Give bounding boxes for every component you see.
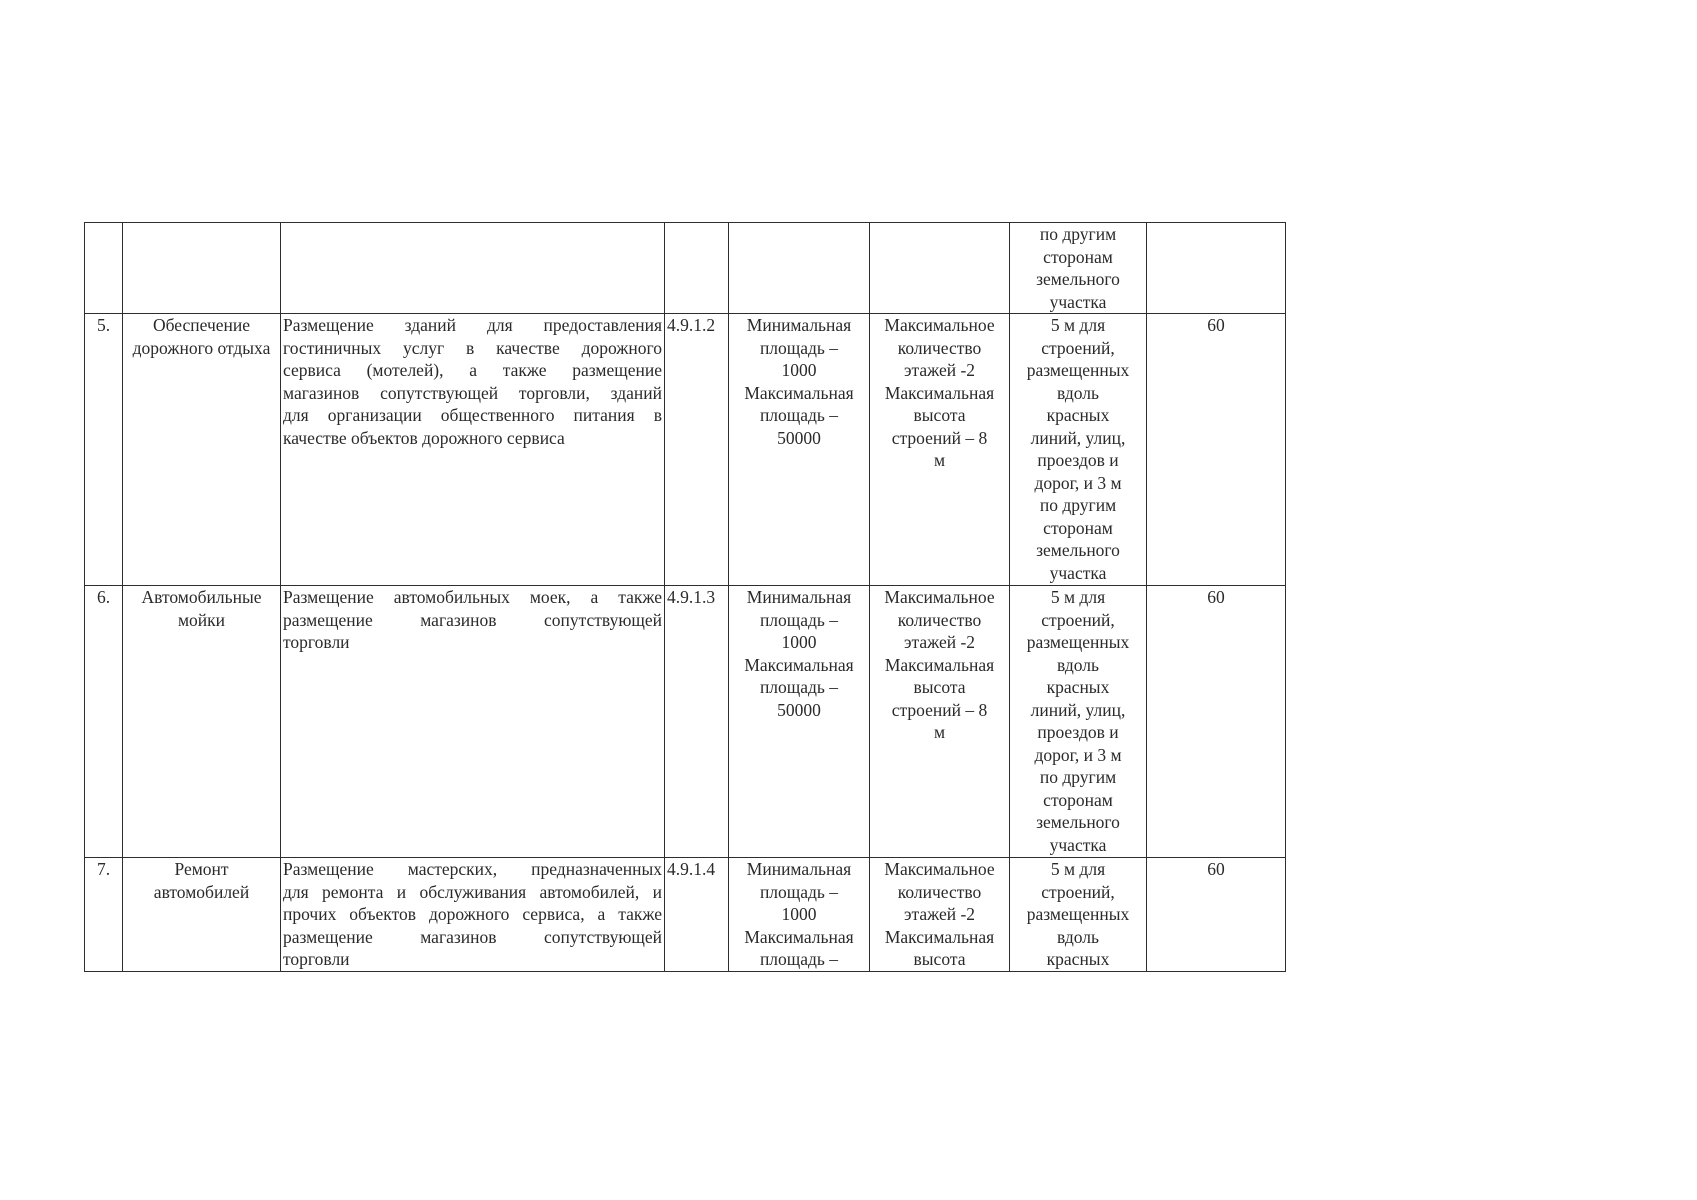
floors-line: этажей -2 xyxy=(903,904,976,924)
setback-line: вдоль xyxy=(1057,382,1099,403)
floors-line: м xyxy=(933,450,946,470)
area-line: 1000 xyxy=(781,632,817,652)
area-line: площадь – xyxy=(759,337,839,358)
area-line: площадь – xyxy=(759,677,839,697)
zoning-regulations-table xyxy=(84,222,1286,972)
area-line: площадь – xyxy=(759,949,839,969)
setback-line: сторонам xyxy=(1043,246,1113,267)
floors-line: Максимальное xyxy=(884,859,995,879)
area-line: Минимальная xyxy=(746,587,852,607)
setback-line: строений, xyxy=(1041,609,1115,630)
description-line: торговли xyxy=(283,949,350,969)
floors-line: высота xyxy=(913,677,966,697)
floors-line: Максимальная xyxy=(884,654,995,675)
floors-line: количество xyxy=(897,609,982,630)
name-line: дорожного отдыха xyxy=(132,337,271,358)
description-line: магазинов сопутствующей торговли, зданий xyxy=(283,382,662,403)
description-line: Размещение мастерских, предназначенных xyxy=(283,859,662,879)
setback-line: по другим xyxy=(1039,767,1117,787)
cell-floors-height xyxy=(870,858,1010,972)
setback-line: дорог, и 3 м xyxy=(1034,744,1122,765)
cell-plot-area xyxy=(729,586,870,858)
cell-description xyxy=(281,223,665,314)
setback-line: участка xyxy=(1049,562,1107,583)
floors-line: Максимальное xyxy=(884,587,995,607)
floors-line: высота xyxy=(913,949,966,969)
setback-line: вдоль xyxy=(1057,654,1099,675)
setback-line: по другим xyxy=(1039,224,1117,244)
setback-line: линий, улиц, xyxy=(1030,427,1126,448)
setback-line: вдоль xyxy=(1057,926,1099,947)
setback-line: размещенных xyxy=(1026,904,1130,924)
description-line: Размещение автомобильных моек, а также xyxy=(283,587,662,607)
area-line: Минимальная xyxy=(746,315,852,335)
cell-number: 6. xyxy=(85,586,123,858)
floors-line: строений – 8 xyxy=(891,427,988,448)
name-line: мойки xyxy=(177,609,226,630)
cell-code xyxy=(665,223,729,314)
description-line: размещение магазинов сопутствующей xyxy=(283,609,662,630)
name-line: Обеспечение xyxy=(152,315,251,335)
cell-description xyxy=(281,586,665,858)
table-row xyxy=(85,314,1286,586)
floors-line: высота xyxy=(913,405,966,425)
description-line: сервиса (мотелей), а также размещение xyxy=(283,360,662,380)
description-line: торговли xyxy=(283,632,350,652)
floors-line: количество xyxy=(897,337,982,358)
setback-line: участка xyxy=(1049,291,1107,312)
setback-line: дорог, и 3 м xyxy=(1034,472,1122,493)
setback-line: 5 м для xyxy=(1050,315,1106,335)
description-line: Размещение зданий для предоставления xyxy=(283,315,662,335)
setback-line: красных xyxy=(1046,405,1110,425)
cell-number: 7. xyxy=(85,858,123,972)
area-line: Максимальная xyxy=(744,382,854,403)
description-line: гостиничных услуг в качестве дорожного xyxy=(283,337,662,358)
cell-setback xyxy=(1010,314,1147,586)
floors-line: Максимальное xyxy=(884,315,995,335)
cell-coverage-percent xyxy=(1147,223,1286,314)
cell-code: 4.9.1.2 xyxy=(665,314,729,586)
cell-code: 4.9.1.3 xyxy=(665,586,729,858)
area-line: площадь – xyxy=(759,405,839,425)
area-line: Максимальная xyxy=(744,654,854,675)
setback-line: строений, xyxy=(1041,337,1115,358)
area-line: Минимальная xyxy=(746,859,852,879)
area-line: площадь – xyxy=(759,609,839,630)
setback-line: размещенных xyxy=(1026,360,1130,380)
name-line: Автомобильные xyxy=(141,587,262,607)
cell-permitted-use xyxy=(123,586,281,858)
table-row-continued xyxy=(85,223,1286,314)
description-line: качестве объектов дорожного сервиса xyxy=(283,427,565,448)
floors-line: Максимальная xyxy=(884,382,995,403)
setback-line: красных xyxy=(1046,677,1110,697)
cell-permitted-use xyxy=(123,858,281,972)
cell-setback xyxy=(1010,586,1147,858)
area-line: 1000 xyxy=(781,360,817,380)
area-line: Максимальная xyxy=(744,926,854,947)
setback-line: земельного xyxy=(1036,269,1120,289)
cell-floors-height xyxy=(870,314,1010,586)
description-line: прочих объектов дорожного сервиса, а также xyxy=(283,904,662,924)
area-line: 1000 xyxy=(781,904,817,924)
area-line: 50000 xyxy=(777,427,821,448)
floors-line: этажей -2 xyxy=(903,360,976,380)
cell-plot-area xyxy=(729,314,870,586)
description-line: для организации общественного питания в xyxy=(283,405,662,425)
description-line: для ремонта и обслуживания автомобилей, и xyxy=(283,881,662,902)
cell-floors-height xyxy=(870,586,1010,858)
cell-setback xyxy=(1010,223,1147,314)
table-row xyxy=(85,586,1286,858)
setback-line: участка xyxy=(1049,834,1107,855)
cell-setback xyxy=(1010,858,1147,972)
cell-permitted-use xyxy=(123,314,281,586)
area-line: площадь – xyxy=(759,881,839,902)
setback-line: линий, улиц, xyxy=(1030,699,1126,720)
name-line: автомобилей xyxy=(153,881,250,902)
cell-permitted-use xyxy=(123,223,281,314)
setback-line: проездов и xyxy=(1037,722,1119,742)
description-line: размещение магазинов сопутствующей xyxy=(283,926,662,947)
setback-line: земельного xyxy=(1036,540,1120,560)
setback-line: 5 м для xyxy=(1050,587,1106,607)
setback-line: проездов и xyxy=(1037,450,1119,470)
cell-plot-area xyxy=(729,223,870,314)
table-row xyxy=(85,858,1286,972)
setback-line: сторонам xyxy=(1043,517,1113,538)
cell-description xyxy=(281,314,665,586)
area-line: 50000 xyxy=(777,699,821,720)
floors-line: количество xyxy=(897,881,982,902)
setback-line: размещенных xyxy=(1026,632,1130,652)
setback-line: красных xyxy=(1046,949,1110,969)
cell-plot-area xyxy=(729,858,870,972)
floors-line: м xyxy=(933,722,946,742)
setback-line: сторонам xyxy=(1043,789,1113,810)
floors-line: Максимальная xyxy=(884,926,995,947)
setback-line: 5 м для xyxy=(1050,859,1106,879)
cell-number xyxy=(85,223,123,314)
setback-line: по другим xyxy=(1039,495,1117,515)
cell-coverage-percent: 60 xyxy=(1147,314,1286,586)
cell-number: 5. xyxy=(85,314,123,586)
cell-coverage-percent: 60 xyxy=(1147,586,1286,858)
setback-line: земельного xyxy=(1036,812,1120,832)
cell-code: 4.9.1.4 xyxy=(665,858,729,972)
floors-line: этажей -2 xyxy=(903,632,976,652)
cell-coverage-percent: 60 xyxy=(1147,858,1286,972)
cell-floors-height xyxy=(870,223,1010,314)
cell-description xyxy=(281,858,665,972)
setback-line: строений, xyxy=(1041,881,1115,902)
floors-line: строений – 8 xyxy=(891,699,988,720)
name-line: Ремонт xyxy=(174,859,229,879)
